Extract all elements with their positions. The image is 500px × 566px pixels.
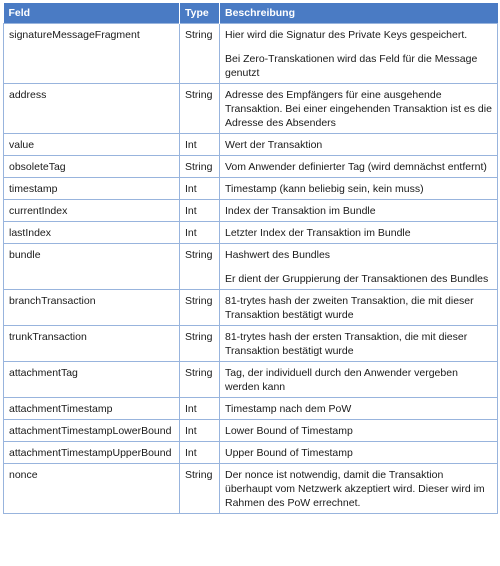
transaction-fields-table [3, 3, 498, 514]
field-name-cell: branchTransaction [4, 290, 180, 326]
field-type-cell: String [180, 156, 220, 178]
field-type-cell: String [180, 24, 220, 84]
field-type-cell: String [180, 84, 220, 134]
field-description-cell [220, 362, 498, 398]
description-paragraph: Tag, der individuell durch den Anwender vergeben werden kann [225, 367, 458, 393]
table-row [4, 326, 498, 362]
field-type-cell: String [180, 290, 220, 326]
field-description-cell [220, 178, 498, 200]
field-description-cell [220, 244, 498, 290]
description-paragraph: Lower Bound of Timestamp [225, 425, 353, 437]
table-row [4, 442, 498, 464]
field-name-cell: attachmentTimestamp [4, 398, 180, 420]
header-description: Beschreibung [220, 3, 498, 24]
field-description-cell [220, 290, 498, 326]
field-name-cell: attachmentTag [4, 362, 180, 398]
field-description-cell [220, 420, 498, 442]
table-row [4, 362, 498, 398]
field-name-cell: attachmentTimestampUpperBound [4, 442, 180, 464]
description-paragraph: Hier wird die Signatur des Private Keys gespeichert. [225, 29, 468, 41]
description-paragraph: 81-trytes hash der ersten Transaktion, die mit dieser Transaktion bestätigt wurde [225, 331, 468, 357]
field-name-cell: address [4, 84, 180, 134]
field-name-cell: obsoleteTag [4, 156, 180, 178]
table-row [4, 134, 498, 156]
field-type-cell: String [180, 464, 220, 514]
description-paragraph: Timestamp nach dem PoW [225, 403, 352, 415]
description-paragraph: Bei Zero-Transkationen wird das Feld für die Message genutzt [225, 53, 478, 79]
table-row [4, 464, 498, 514]
description-paragraph: Hashwert des Bundles [225, 249, 331, 261]
table-row [4, 178, 498, 200]
field-type-cell: Int [180, 200, 220, 222]
table-row [4, 244, 498, 290]
description-paragraph: Letzter Index der Transaktion im Bundle [225, 227, 411, 239]
description-paragraph: Timestamp (kann beliebig sein, kein muss) [225, 183, 424, 195]
field-description-cell [220, 134, 498, 156]
header-type: Type [180, 3, 220, 24]
field-type-cell: Int [180, 398, 220, 420]
field-type-cell: String [180, 362, 220, 398]
field-description-cell [220, 24, 498, 84]
field-description-cell [220, 84, 498, 134]
field-name-cell: attachmentTimestampLowerBound [4, 420, 180, 442]
table-body [4, 24, 498, 514]
field-name-cell: nonce [4, 464, 180, 514]
field-type-cell: Int [180, 178, 220, 200]
field-description-cell [220, 156, 498, 178]
field-name-cell: bundle [4, 244, 180, 290]
field-type-cell: Int [180, 442, 220, 464]
field-name-cell: signatureMessageFragment [4, 24, 180, 84]
table-row [4, 290, 498, 326]
field-description-cell [220, 398, 498, 420]
field-name-cell: currentIndex [4, 200, 180, 222]
field-description-cell [220, 200, 498, 222]
table-header-row [4, 3, 498, 24]
field-name-cell: trunkTransaction [4, 326, 180, 362]
description-paragraph: Wert der Transaktion [225, 139, 323, 151]
table-row [4, 200, 498, 222]
table-row [4, 84, 498, 134]
table-row [4, 24, 498, 84]
description-paragraph: Upper Bound of Timestamp [225, 447, 353, 459]
description-paragraph: Adresse des Empfängers für eine ausgehende Transaktion. Bei einer eingehenden Transaktion ist es die Adresse des Absenders [225, 89, 492, 129]
description-paragraph: 81-trytes hash der zweiten Transaktion, die mit dieser Transaktion bestätigt wurde [225, 295, 474, 321]
description-paragraph: Der nonce ist notwendig, damit die Transaktion überhaupt vom Netzwerk akzeptiert wird. Dieser wird im Rahmen des PoW errechnet. [225, 469, 485, 509]
field-description-cell [220, 442, 498, 464]
field-type-cell: Int [180, 134, 220, 156]
field-description-cell [220, 464, 498, 514]
field-description-cell [220, 222, 498, 244]
field-type-cell: Int [180, 222, 220, 244]
description-paragraph: Index der Transaktion im Bundle [225, 205, 376, 217]
field-description-cell [220, 326, 498, 362]
field-name-cell: lastIndex [4, 222, 180, 244]
table-row [4, 398, 498, 420]
field-type-cell: Int [180, 420, 220, 442]
description-paragraph: Vom Anwender definierter Tag (wird demnächst entfernt) [225, 161, 487, 173]
field-type-cell: String [180, 326, 220, 362]
table-row [4, 156, 498, 178]
description-paragraph: Er dient der Gruppierung der Transaktionen des Bundles [225, 273, 489, 285]
field-type-cell: String [180, 244, 220, 290]
table-row [4, 222, 498, 244]
field-name-cell: timestamp [4, 178, 180, 200]
table-row [4, 420, 498, 442]
field-name-cell: value [4, 134, 180, 156]
header-field: Feld [4, 3, 180, 24]
